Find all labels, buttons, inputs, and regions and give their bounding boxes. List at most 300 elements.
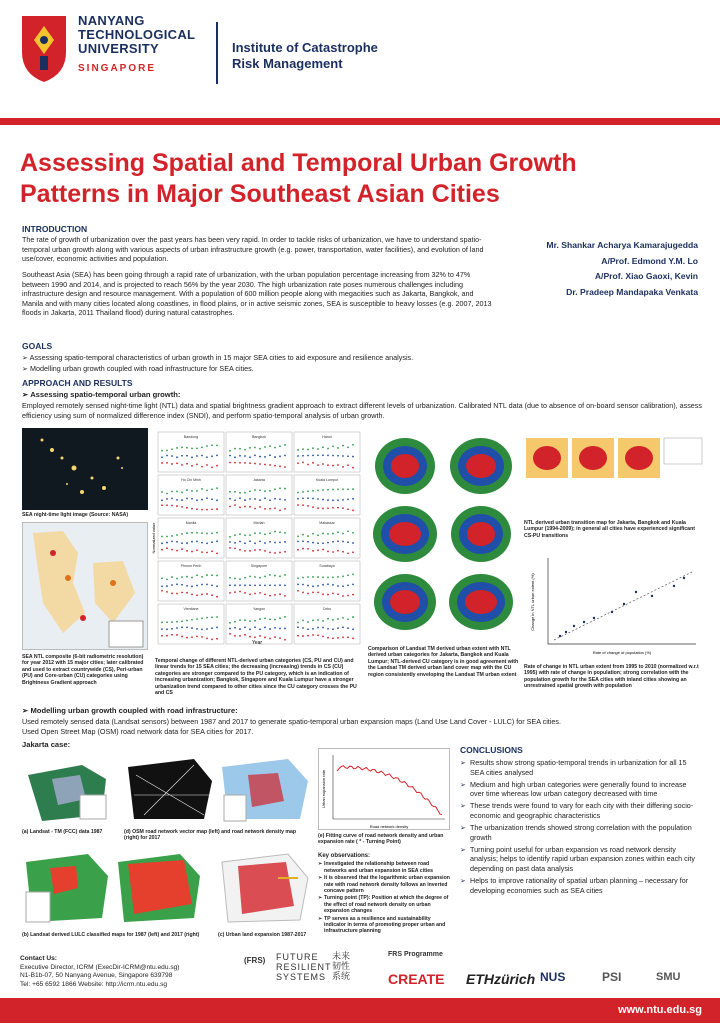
temporal-point [312, 585, 314, 587]
temporal-point [211, 488, 213, 490]
temporal-point [229, 506, 231, 508]
temporal-point [352, 551, 354, 553]
temporal-panel-city: Phnom Penh [180, 564, 202, 568]
temporal-point [302, 584, 304, 586]
author-2: A/Prof. Edmond Y.M. Lo [601, 255, 698, 266]
temporal-point [347, 508, 349, 510]
temporal-point [161, 577, 163, 579]
temporal-point [312, 628, 314, 630]
temporal-point [259, 628, 261, 630]
author-3: A/Prof. Xiao Gaoxi, Kevin [594, 271, 698, 281]
temporal-point [264, 533, 266, 535]
temporal-point [327, 628, 329, 630]
temporal-point [166, 547, 168, 549]
temporal-point [297, 455, 299, 457]
temporal-point [181, 506, 183, 508]
temporal-point [229, 498, 231, 500]
temporal-point [337, 593, 339, 595]
temporal-point [332, 541, 334, 543]
temporal-point [302, 540, 304, 542]
temporal-point [274, 531, 276, 533]
temporal-point [332, 465, 334, 467]
temporal-point [161, 542, 163, 544]
temporal-point [307, 635, 309, 637]
temporal-point [327, 583, 329, 585]
temporal-point [274, 488, 276, 490]
temporal-point [249, 575, 251, 577]
frs-chinese [332, 952, 350, 982]
temporal-point [196, 532, 198, 534]
temporal-point [337, 507, 339, 509]
temporal-point [342, 541, 344, 543]
temporal-point [307, 585, 309, 587]
temporal-point [279, 487, 281, 489]
temporal-point [181, 636, 183, 638]
scatter-trendline [554, 572, 692, 640]
temporal-point [176, 621, 178, 623]
caption-transition: NTL derived urban transition map for Jakarta, Bangkok and Kuala Lumpur (1994-2009); in general all cities have experienced significant CS-PU transitions [524, 520, 695, 539]
temporal-point [347, 541, 349, 543]
caption-d: (d) OSM road network vector map (left) and road network density map (right) for 2017 [124, 829, 297, 842]
ntl-composite-svg [23, 523, 149, 651]
temporal-point [254, 584, 256, 586]
temporal-point [186, 637, 188, 639]
temporal-point [191, 585, 193, 587]
urban-expansion-svg [218, 848, 310, 928]
temporal-point [206, 628, 208, 630]
temporal-point [196, 455, 198, 457]
caption-c: (c) Urban land expansion 1987-2017 [218, 932, 307, 938]
temporal-point [186, 542, 188, 544]
temporal-point [234, 534, 236, 536]
footer-url[interactable]: www.ntu.edu.sg [618, 1004, 702, 1016]
temporal-point [347, 498, 349, 500]
temporal-point [161, 536, 163, 538]
temporal-point [352, 628, 354, 630]
temporal-point [176, 593, 178, 595]
university-line3: UNIVERSITY [78, 41, 160, 56]
temporal-point [269, 574, 271, 576]
temporal-point [297, 449, 299, 451]
jakarta-case-label: Jakarta case: [22, 740, 71, 749]
temporal-point [161, 504, 163, 506]
temporal-point [259, 532, 261, 534]
temporal-point [302, 504, 304, 506]
temporal-point [264, 542, 266, 544]
fit-xlabel: Road network density [369, 824, 409, 829]
temporal-grid-svg [152, 428, 362, 646]
temporal-point [229, 628, 231, 630]
osm-road-vector-svg [124, 755, 214, 825]
temporal-point [234, 578, 236, 580]
temporal-point [229, 633, 231, 635]
temporal-point [229, 491, 231, 493]
temporal-point [161, 491, 163, 493]
temporal-point [322, 576, 324, 578]
temporal-point [216, 532, 218, 534]
temporal-point [297, 626, 299, 628]
temporal-point [206, 593, 208, 595]
fit-ylabel: Urban expansion rate [321, 769, 326, 809]
temporal-point [342, 499, 344, 501]
scatter-point [559, 635, 561, 637]
temporal-point [211, 627, 213, 629]
authors-list [478, 238, 698, 300]
temporal-point [264, 464, 266, 466]
temporal-point [166, 578, 168, 580]
temporal-point [181, 446, 183, 448]
temporal-point [269, 595, 271, 597]
temporal-point [254, 626, 256, 628]
temporal-point [206, 456, 208, 458]
temporal-point [317, 489, 319, 491]
temporal-point [216, 596, 218, 598]
temporal-point [332, 533, 334, 535]
transition-maps-svg [524, 430, 704, 512]
landsat-fcc-svg [22, 755, 110, 825]
temporal-point [342, 445, 344, 447]
temporal-point [332, 455, 334, 457]
temporal-point [347, 627, 349, 629]
goal-item-1: ➢ Assessing spatio-temporal characteristics of urban growth in 15 major SEA cities to aid exposure and resilience analysis. [22, 353, 702, 363]
temporal-point [284, 616, 286, 618]
temporal-point [317, 507, 319, 509]
temporal-point [352, 488, 354, 490]
psi-logo[interactable]: PSI [602, 970, 622, 984]
temporal-point [176, 534, 178, 536]
temporal-point [216, 508, 218, 510]
temporal-point [297, 583, 299, 585]
temporal-point [176, 499, 178, 501]
goals-heading: GOALS [22, 341, 53, 351]
ntl-composite-map [22, 522, 148, 650]
create-logo[interactable]: CREATE [388, 971, 445, 987]
temporal-point [307, 449, 309, 451]
temporal-point [216, 616, 218, 618]
temporal-point [186, 447, 188, 449]
institute-name [232, 40, 378, 72]
temporal-point [312, 620, 314, 622]
contact-email-line[interactable]: Executive Director, ICRM (ExecDir-ICRM@ntu.edu.sg) [20, 963, 180, 971]
temporal-point [269, 508, 271, 510]
temporal-point [347, 585, 349, 587]
temporal-point [191, 619, 193, 621]
temporal-point [297, 622, 299, 624]
university-name [78, 14, 195, 56]
temporal-point [274, 447, 276, 449]
temporal-point [274, 584, 276, 586]
temporal-point [254, 620, 256, 622]
scatter-point [651, 595, 653, 597]
contact-website-line[interactable]: Tel: +65 6592 1866 Website: http://icrm.ntu.edu.sg [20, 980, 168, 988]
author-1: Mr. Shankar Acharya Kamarajugedda [546, 240, 698, 250]
transition-maps [524, 430, 704, 512]
scatter-point [565, 631, 567, 633]
temporal-point [181, 499, 183, 501]
temporal-point [347, 455, 349, 457]
temporal-point [196, 636, 198, 638]
temporal-point [302, 491, 304, 493]
temporal-point [176, 627, 178, 629]
temporal-point [191, 636, 193, 638]
scatter-point [593, 617, 595, 619]
temporal-panel-city: Medan [253, 521, 265, 525]
temporal-point [234, 491, 236, 493]
temporal-point [352, 456, 354, 458]
temporal-point [342, 533, 344, 535]
temporal-point [249, 462, 251, 464]
temporal-point [191, 532, 193, 534]
temporal-point [249, 506, 251, 508]
landsat-urban-layer [389, 522, 421, 546]
temporal-point [297, 498, 299, 500]
temporal-point [312, 454, 314, 456]
scatter-xlabel: Rate of change of population (%) [592, 650, 652, 655]
temporal-point [254, 593, 256, 595]
temporal-point [201, 488, 203, 490]
temporal-point [181, 548, 183, 550]
temporal-point [274, 465, 276, 467]
landsat-grid-svg [368, 432, 520, 640]
caption-ntl-image: SEA night-time light image (Source: NASA) [22, 512, 129, 518]
temporal-point [264, 550, 266, 552]
conclusion-item-2: ➢ Medium and high urban categories were generally found to increase over time whereas low urban category decreased with time [460, 780, 700, 799]
temporal-point [307, 535, 309, 537]
temporal-point [201, 636, 203, 638]
temporal-panel-city: Surabaya [319, 564, 335, 568]
temporal-point [234, 591, 236, 593]
temporal-point [234, 456, 236, 458]
temporal-point [347, 446, 349, 448]
temporal-point [254, 636, 256, 638]
temporal-point [284, 532, 286, 534]
temporal-point [191, 498, 193, 500]
temporal-point [211, 509, 213, 511]
temporal-point [181, 584, 183, 586]
temporal-point [216, 444, 218, 446]
temporal-point [201, 455, 203, 457]
temporal-point [327, 489, 329, 491]
temporal-point [264, 617, 266, 619]
ntu-crest-icon [18, 12, 70, 84]
temporal-ylabel: Normalized value [151, 522, 156, 554]
temporal-point [284, 628, 286, 630]
nus-logo[interactable]: NUS [540, 970, 566, 984]
temporal-point [337, 637, 339, 639]
temporal-point [269, 499, 271, 501]
temporal-point [211, 541, 213, 543]
temporal-point [181, 464, 183, 466]
temporal-point [269, 464, 271, 466]
temporal-point [206, 574, 208, 576]
temporal-point [279, 465, 281, 467]
temporal-point [239, 619, 241, 621]
temporal-point [166, 621, 168, 623]
temporal-point [332, 445, 334, 447]
temporal-point [312, 550, 314, 552]
ntu-logo[interactable] [18, 12, 208, 102]
header [0, 0, 720, 120]
temporal-point [342, 595, 344, 597]
temporal-point [259, 463, 261, 465]
temporal-point [171, 576, 173, 578]
temporal-point [279, 575, 281, 577]
smu-logo[interactable]: SMU [656, 971, 681, 983]
key-observation-4: ➢ TP serves as a resilience and sustainability indicator in terms of promoting proper urban and infrastructure planning [318, 916, 450, 935]
author-4: Dr. Pradeep Mandapaka Venkata [566, 286, 698, 297]
temporal-point [216, 585, 218, 587]
temporal-point [249, 490, 251, 492]
temporal-point [307, 628, 309, 630]
temporal-point [317, 585, 319, 587]
temporal-point [259, 635, 261, 637]
temporal-point [171, 634, 173, 636]
temporal-point [239, 549, 241, 551]
temporal-point [244, 506, 246, 508]
temporal-point [347, 636, 349, 638]
temporal-point [317, 542, 319, 544]
temporal-point [347, 552, 349, 554]
institute-line2: Risk Management [232, 56, 343, 71]
temporal-point [347, 595, 349, 597]
temporal-point [229, 462, 231, 464]
temporal-point [161, 549, 163, 551]
temporal-panel-city: Manila [185, 521, 197, 525]
key-observations-title: Key observations: [318, 853, 371, 859]
approach-sub2-line1: Used remotely sensed data (Landsat sensors) between 1987 and 2017 to generate spatio-temporal urban expansion maps (Land Use Land Cover - LULC) for SEA cities. [22, 717, 561, 726]
temporal-point [269, 454, 271, 456]
temporal-point [264, 508, 266, 510]
temporal-point [186, 455, 188, 457]
temporal-point [211, 594, 213, 596]
transition-map-core [625, 446, 653, 470]
caption-rate: Rate of change in NTL urban extent from 1995 to 2010 (normalized w.r.t 1995) with rate of change in population; strong correlation with the population growth for the SEA cities with inland cities showing an unrestrained spatial growth with population [524, 664, 699, 690]
temporal-point [216, 627, 218, 629]
temporal-point [176, 550, 178, 552]
eth-logo[interactable]: ETHzürich [466, 971, 536, 987]
temporal-point [307, 464, 309, 466]
temporal-point [166, 493, 168, 495]
temporal-point [201, 594, 203, 596]
temporal-point [206, 617, 208, 619]
temporal-point [181, 576, 183, 578]
temporal-point [196, 585, 198, 587]
scatter-ylabel: Change in NTL urban extent (%) [530, 573, 535, 631]
temporal-point [239, 455, 241, 457]
frs-logo[interactable] [276, 952, 332, 982]
scatter-point [611, 611, 613, 613]
temporal-point [279, 584, 281, 586]
temporal-point [239, 497, 241, 499]
temporal-point [161, 585, 163, 587]
temporal-point [216, 499, 218, 501]
landsat-urban-layer [466, 454, 496, 478]
scatter-point [583, 621, 585, 623]
temporal-point [312, 506, 314, 508]
temporal-point [259, 499, 261, 501]
temporal-point [297, 577, 299, 579]
temporal-point [171, 448, 173, 450]
temporal-point [234, 499, 236, 501]
temporal-point [347, 530, 349, 532]
temporal-point [322, 593, 324, 595]
temporal-point [244, 584, 246, 586]
temporal-point [176, 541, 178, 543]
temporal-point [279, 628, 281, 630]
temporal-point [259, 618, 261, 620]
temporal-point [279, 498, 281, 500]
introduction-heading: INTRODUCTION [22, 224, 88, 234]
temporal-point [279, 531, 281, 533]
temporal-point [297, 535, 299, 537]
temporal-point [206, 464, 208, 466]
temporal-point [196, 618, 198, 620]
temporal-point [216, 552, 218, 554]
fitting-curve-svg [319, 749, 451, 831]
scatter-point [683, 577, 685, 579]
temporal-point [337, 618, 339, 620]
temporal-point [234, 547, 236, 549]
rate-scatter-svg [524, 552, 704, 660]
temporal-point [186, 592, 188, 594]
temporal-point [211, 550, 213, 552]
temporal-change-grid [152, 428, 362, 646]
temporal-panel-city: Cebu [322, 607, 332, 611]
temporal-point [317, 576, 319, 578]
conclusions-list [460, 758, 700, 898]
temporal-point [274, 498, 276, 500]
temporal-point [196, 628, 198, 630]
temporal-point [264, 637, 266, 639]
frs-programme-label: FRS Programme [388, 951, 443, 958]
temporal-point [239, 591, 241, 593]
temporal-point [297, 590, 299, 592]
temporal-point [249, 620, 251, 622]
temporal-point [259, 456, 261, 458]
temporal-point [337, 488, 339, 490]
temporal-point [239, 533, 241, 535]
temporal-point [312, 576, 314, 578]
temporal-point [244, 577, 246, 579]
introduction-p1: The rate of growth of urbanization over the past years has been very rapid. In order to tackle risks of urbanization, we have to understand spatio-temporal urban growth along with various aspects of urban infrastructure growth (e.g. power, transportation, water facilities), and evolution of land use/cover, economic activities and population. [22, 235, 484, 264]
temporal-point [166, 591, 168, 593]
temporal-point [297, 462, 299, 464]
temporal-point [171, 628, 173, 630]
temporal-point [249, 636, 251, 638]
scatter-point [635, 591, 637, 593]
temporal-point [284, 444, 286, 446]
fit-axes [333, 755, 445, 819]
temporal-point [302, 592, 304, 594]
temporal-point [352, 542, 354, 544]
temporal-point [249, 540, 251, 542]
temporal-point [269, 445, 271, 447]
temporal-point [317, 498, 319, 500]
temporal-point [254, 454, 256, 456]
conclusion-item-6: ➢ Helps to improve rationality of spatial urban planning – necessary for developing economies such as SEA cities [460, 876, 700, 895]
temporal-point [332, 628, 334, 630]
temporal-point [211, 466, 213, 468]
temporal-point [284, 541, 286, 543]
temporal-point [302, 455, 304, 457]
temporal-point [191, 551, 193, 553]
temporal-point [211, 574, 213, 576]
temporal-point [244, 492, 246, 494]
temporal-point [234, 542, 236, 544]
temporal-point [322, 627, 324, 629]
temporal-point [274, 456, 276, 458]
temporal-point [327, 507, 329, 509]
